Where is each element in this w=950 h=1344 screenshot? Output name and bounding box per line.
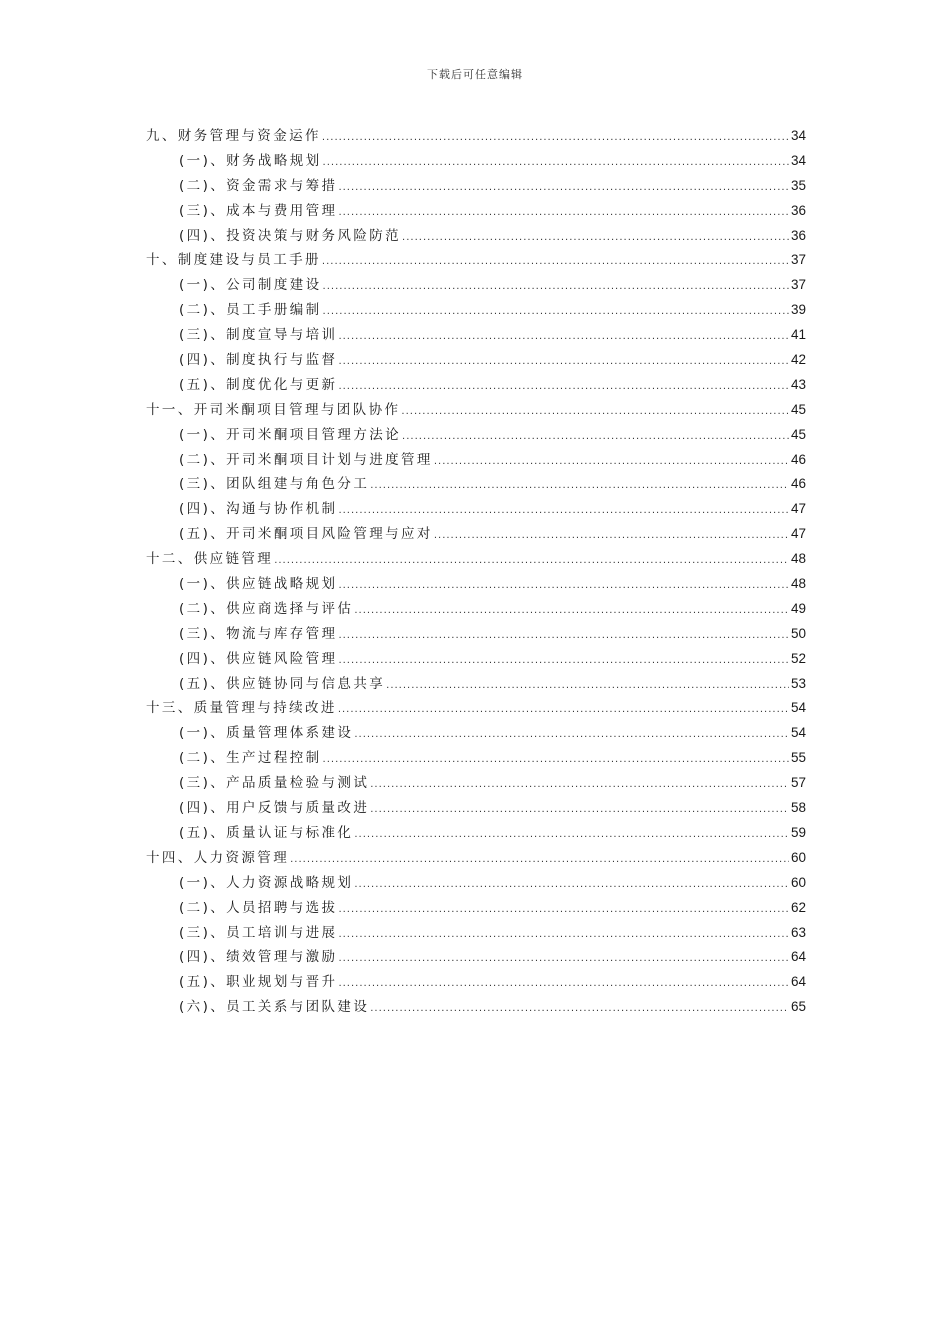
toc-entry-page-number: 52	[790, 650, 806, 666]
toc-dot-leader	[354, 823, 789, 848]
toc-entry-title: (一)、质量管理体系建设	[179, 725, 354, 742]
toc-entry-page-number: 35	[790, 177, 806, 193]
toc-chapter-entry[interactable]	[146, 696, 806, 721]
toc-dot-leader	[338, 176, 789, 201]
toc-dot-leader	[338, 201, 789, 226]
toc-entry-page-number: 62	[790, 899, 806, 915]
toc-entry-page-number: 55	[790, 750, 806, 766]
toc-entry-title: (五)、制度优化与更新	[179, 376, 338, 393]
toc-entry-page-number: 34	[790, 128, 806, 143]
toc-chapter-entry[interactable]	[146, 846, 806, 871]
toc-entry-page-number: 48	[790, 551, 806, 567]
toc-entry-title: (三)、制度宣导与培训	[179, 327, 338, 344]
toc-entry-title: (五)、供应链协同与信息共享	[179, 675, 386, 692]
toc-entry-title: (四)、沟通与协作机制	[179, 501, 338, 518]
toc-dot-leader	[322, 250, 789, 275]
toc-section-entry[interactable]	[146, 721, 806, 746]
toc-section-entry[interactable]	[146, 448, 806, 473]
page-header: 下载后可任意编辑	[427, 68, 523, 81]
toc-dot-leader	[434, 450, 789, 475]
toc-entry-page-number: 46	[790, 451, 806, 467]
toc-section-entry[interactable]	[146, 921, 806, 946]
toc-dot-leader	[274, 549, 789, 574]
toc-section-entry[interactable]	[146, 597, 806, 622]
toc-section-entry[interactable]	[146, 970, 806, 995]
toc-section-entry[interactable]	[146, 995, 806, 1020]
toc-section-entry[interactable]	[146, 945, 806, 970]
toc-dot-leader	[338, 499, 789, 524]
toc-chapter-entry[interactable]	[146, 124, 806, 149]
toc-dot-leader	[323, 300, 789, 325]
toc-section-entry[interactable]	[146, 174, 806, 199]
toc-dot-leader	[323, 275, 789, 300]
toc-entry-page-number: 63	[790, 924, 806, 940]
toc-entry-title: 十、制度建设与员工手册	[146, 252, 321, 269]
toc-entry-title: 十四、人力资源管理	[146, 849, 290, 866]
toc-section-entry[interactable]	[146, 423, 806, 448]
toc-dot-leader	[370, 798, 789, 823]
toc-entry-page-number: 60	[790, 849, 806, 865]
toc-entry-page-number: 57	[790, 775, 806, 791]
toc-entry-page-number: 48	[790, 576, 806, 592]
table-of-contents	[146, 124, 806, 1020]
toc-entry-title: (一)、人力资源战略规划	[179, 874, 354, 891]
toc-dot-leader	[386, 674, 789, 699]
toc-entry-page-number: 65	[790, 999, 806, 1015]
toc-entry-page-number: 60	[790, 874, 806, 890]
toc-entry-title: (五)、职业规划与晋升	[179, 974, 338, 991]
toc-section-entry[interactable]	[146, 149, 806, 174]
toc-dot-leader	[370, 773, 789, 798]
toc-entry-title: (四)、供应链风险管理	[179, 650, 338, 667]
toc-entry-title: (一)、供应链战略规划	[179, 576, 338, 593]
toc-entry-title: (二)、人员招聘与选拔	[179, 899, 338, 916]
toc-entry-page-number: 58	[790, 800, 806, 816]
toc-dot-leader	[338, 375, 789, 400]
toc-entry-page-number: 64	[790, 974, 806, 990]
toc-entry-page-number: 41	[790, 327, 806, 343]
toc-entry-title: (一)、公司制度建设	[179, 277, 322, 294]
toc-entry-title: (三)、成本与费用管理	[179, 202, 338, 219]
toc-entry-title: 十三、质量管理与持续改进	[146, 700, 337, 717]
toc-entry-page-number: 36	[790, 202, 806, 218]
toc-entry-title: (六)、员工关系与团队建设	[179, 999, 370, 1016]
toc-entry-title: 九、财务管理与资金运作	[146, 128, 321, 144]
toc-section-entry[interactable]	[146, 672, 806, 697]
toc-entry-title: (一)、开司米酮项目管理方法论	[179, 426, 402, 443]
toc-section-entry[interactable]	[146, 497, 806, 522]
toc-entry-page-number: 45	[790, 401, 806, 417]
toc-entry-page-number: 47	[790, 526, 806, 542]
toc-entry-title: (五)、质量认证与标准化	[179, 824, 354, 841]
toc-section-entry[interactable]	[146, 273, 806, 298]
toc-dot-leader	[401, 400, 789, 425]
toc-dot-leader	[338, 972, 789, 997]
toc-dot-leader	[338, 698, 789, 723]
toc-dot-leader	[370, 474, 789, 499]
toc-entry-title: (二)、资金需求与筹措	[179, 177, 338, 194]
toc-entry-title: 十二、供应链管理	[146, 551, 274, 568]
toc-section-entry[interactable]	[146, 298, 806, 323]
toc-section-entry[interactable]	[146, 647, 806, 672]
toc-entry-title: (二)、开司米酮项目计划与进度管理	[179, 451, 433, 468]
toc-entry-page-number: 59	[790, 824, 806, 840]
toc-section-entry[interactable]	[146, 348, 806, 373]
toc-section-entry[interactable]	[146, 821, 806, 846]
toc-entry-page-number: 53	[790, 675, 806, 691]
toc-entry-page-number: 39	[790, 302, 806, 318]
toc-section-entry[interactable]	[146, 522, 806, 547]
toc-dot-leader	[338, 574, 789, 599]
toc-entry-title: (一)、财务战略规划	[179, 152, 322, 169]
toc-dot-leader	[323, 151, 789, 176]
toc-chapter-entry[interactable]	[146, 398, 806, 423]
toc-entry-title: (二)、生产过程控制	[179, 750, 322, 767]
toc-entry-title: (二)、供应商选择与评估	[179, 600, 354, 617]
toc-entry-page-number: 37	[790, 252, 806, 268]
toc-dot-leader	[354, 873, 789, 898]
toc-dot-leader	[370, 997, 789, 1022]
toc-section-entry[interactable]	[146, 472, 806, 497]
toc-entry-page-number: 34	[790, 152, 806, 168]
toc-chapter-entry[interactable]	[146, 547, 806, 572]
toc-entry-page-number: 45	[790, 426, 806, 442]
toc-entry-title: (四)、制度执行与监督	[179, 352, 338, 369]
toc-section-entry[interactable]	[146, 896, 806, 921]
toc-dot-leader	[338, 350, 789, 375]
toc-entry-page-number: 47	[790, 501, 806, 517]
toc-entry-title: (五)、开司米酮项目风险管理与应对	[179, 526, 433, 543]
toc-dot-leader	[322, 126, 789, 151]
toc-section-entry[interactable]	[146, 622, 806, 647]
toc-section-entry[interactable]	[146, 572, 806, 597]
toc-entry-page-number: 43	[790, 376, 806, 392]
toc-section-entry[interactable]	[146, 871, 806, 896]
toc-section-entry[interactable]	[146, 199, 806, 224]
toc-entry-page-number: 50	[790, 625, 806, 641]
toc-entry-title: (三)、物流与库存管理	[179, 625, 338, 642]
toc-dot-leader	[434, 524, 789, 549]
toc-dot-leader	[338, 923, 789, 948]
toc-entry-title: (四)、绩效管理与激励	[179, 949, 338, 966]
toc-dot-leader	[290, 848, 789, 873]
toc-entry-page-number: 49	[790, 600, 806, 616]
toc-entry-title: (四)、投资决策与财务风险防范	[179, 227, 402, 244]
toc-entry-page-number: 37	[790, 277, 806, 293]
toc-entry-title: (四)、用户反馈与质量改进	[179, 800, 370, 817]
toc-dot-leader	[354, 599, 789, 624]
toc-entry-page-number: 36	[790, 227, 806, 243]
toc-section-entry[interactable]	[146, 796, 806, 821]
toc-entry-page-number: 64	[790, 949, 806, 965]
toc-dot-leader	[338, 898, 789, 923]
toc-dot-leader	[338, 947, 789, 972]
toc-entry-title: (三)、产品质量检验与测试	[179, 775, 370, 792]
toc-section-entry[interactable]	[146, 746, 806, 771]
toc-entry-page-number: 54	[790, 700, 806, 716]
toc-entry-title: (三)、团队组建与角色分工	[179, 476, 370, 493]
toc-dot-leader	[338, 325, 789, 350]
toc-entry-page-number: 46	[790, 476, 806, 492]
toc-section-entry[interactable]	[146, 771, 806, 796]
toc-dot-leader	[338, 649, 789, 674]
toc-dot-leader	[402, 226, 789, 251]
toc-section-entry[interactable]	[146, 373, 806, 398]
toc-entry-title: (三)、员工培训与进展	[179, 924, 338, 941]
toc-chapter-entry[interactable]	[146, 248, 806, 273]
toc-section-entry[interactable]	[146, 323, 806, 348]
toc-entry-title: (二)、员工手册编制	[179, 302, 322, 319]
toc-dot-leader	[402, 425, 789, 450]
toc-dot-leader	[354, 723, 789, 748]
toc-entry-title: 十一、开司米酮项目管理与团队协作	[146, 401, 401, 418]
toc-dot-leader	[338, 624, 789, 649]
toc-entry-page-number: 42	[790, 352, 806, 368]
toc-dot-leader	[323, 748, 789, 773]
toc-section-entry[interactable]	[146, 224, 806, 249]
toc-entry-page-number: 54	[790, 725, 806, 741]
